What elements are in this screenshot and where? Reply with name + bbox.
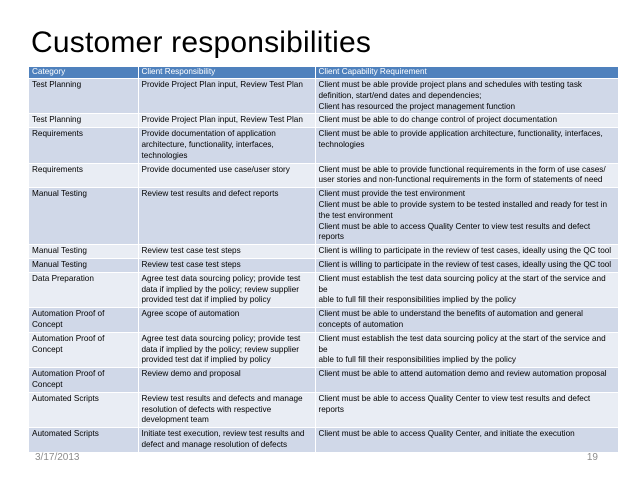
cell-text-line: Test Planning (32, 80, 82, 89)
cell-category (29, 272, 138, 307)
cell-category (29, 128, 138, 163)
cell-text-line: Review test results and defects and manage (141, 393, 303, 403)
table-row (29, 79, 618, 114)
cell-category (29, 428, 138, 453)
cell-text-line: Manual Testing (32, 189, 87, 199)
cell-text-line: Review test case test steps (141, 259, 241, 269)
cell-client-responsibility (138, 128, 315, 163)
cell-text-line: Client is willing to participate in the review of test cases, ideally using the QC tool (318, 259, 612, 269)
cell-text-line: user stories and non-functional requirements in the form of statements of need (318, 175, 603, 185)
header-category: Category (29, 67, 138, 79)
slide-title: Customer responsibilities (31, 26, 372, 59)
cell-category (29, 332, 138, 367)
cell-text-line: provided test dat if implied by policy (141, 295, 271, 305)
slide-date: 3/17/2013 (35, 452, 80, 463)
cell-text-line: Client has resourced the project management function (318, 101, 516, 111)
cell-text-line: able to full fill their responsibilities implied by the policy (318, 355, 517, 365)
table-row (29, 368, 618, 393)
cell-text-line: Client must establish the test data sourcing policy at the start of the service and be (318, 333, 606, 354)
responsibilities-table (29, 67, 619, 453)
header-client-responsibility: Client Responsibility (138, 67, 315, 79)
table-row (29, 308, 618, 333)
cell-text-line: Client is willing to participate in the review of test cases, ideally using the QC tool (318, 246, 612, 256)
cell-text-line: data if implied by the policy; review supplier (141, 284, 299, 294)
cell-text-line: Automation Proof of (32, 369, 105, 379)
cell-client-responsibility (138, 428, 315, 453)
cell-text-line: Data Preparation (32, 273, 94, 283)
cell-client-responsibility (138, 188, 315, 245)
cell-client-capability-requirement (315, 188, 618, 245)
cell-text-line: Review test case test steps (141, 246, 241, 256)
cell-text-line: Client must be able to access Quality Center to view test results and defect reports (318, 393, 591, 414)
cell-text-line: Concept (32, 344, 63, 354)
table-header-row (29, 67, 618, 79)
cell-client-capability-requirement (315, 163, 618, 188)
cell-text-line: Agree scope of automation (141, 309, 240, 319)
cell-text-line: Provide documented use case/user story (141, 164, 290, 174)
cell-client-capability-requirement (315, 245, 618, 259)
cell-text-line: Manual Testing (32, 246, 87, 256)
cell-text-line: concepts of automation (318, 319, 404, 329)
cell-text-line: Test Planning (32, 115, 82, 125)
cell-text-line: Review demo and proposal (141, 369, 241, 379)
cell-text-line: Client must be able to provide system to be tested installed and ready for test in (318, 199, 608, 209)
cell-text-line: Client must establish the test data sourcing policy at the start of the service and be (318, 273, 606, 294)
cell-text-line: technologies (141, 150, 188, 160)
cell-text-line: architecture, functionality, interfaces, (141, 139, 274, 149)
cell-text-line: definition, start/end dates and dependencies; (318, 90, 482, 100)
cell-category (29, 368, 138, 393)
cell-text-line: Requirements (32, 164, 83, 174)
cell-client-responsibility (138, 245, 315, 259)
cell-text-line: Provide Project Plan input, Review Test Plan (141, 80, 303, 89)
cell-text-line: the test environment (318, 210, 393, 220)
cell-text-line: development team (141, 415, 209, 425)
cell-text-line: Requirements (32, 129, 83, 139)
cell-text-line: Agree test data sourcing policy; provide test (141, 333, 301, 343)
cell-category (29, 114, 138, 128)
cell-client-capability-requirement (315, 79, 618, 114)
cell-text-line: Client must be able to access Quality Center, and initiate the execution (318, 429, 575, 439)
header-client-capability-requirement: Client Capability Requirement (315, 67, 618, 79)
cell-text-line: Client must provide the test environment (318, 189, 466, 199)
cell-client-capability-requirement (315, 114, 618, 128)
cell-text-line: technologies (318, 139, 365, 149)
cell-text-line: Client must be able to understand the benefits of automation and general (318, 309, 583, 319)
cell-client-capability-requirement (315, 272, 618, 307)
cell-client-responsibility (138, 368, 315, 393)
table-row (29, 188, 618, 245)
table-row (29, 428, 618, 453)
table-row (29, 258, 618, 272)
cell-text-line: Client must be able provide project plans and schedules with testing task (318, 80, 583, 89)
table-row (29, 128, 618, 163)
cell-client-responsibility (138, 114, 315, 128)
cell-category (29, 245, 138, 259)
cell-text-line: Client must be able to provide functional requirements in the form of use cases/ (318, 164, 606, 174)
cell-text-line: defect and manage resolution of defects (141, 439, 288, 449)
table-row (29, 114, 618, 128)
cell-text-line: Client must be able to provide application architecture, functionality, interfaces, (318, 129, 603, 139)
cell-client-capability-requirement (315, 128, 618, 163)
cell-text-line: Provide Project Plan input, Review Test Plan (141, 115, 303, 125)
cell-text-line: Automation Proof of (32, 309, 105, 319)
cell-category (29, 392, 138, 427)
cell-category (29, 163, 138, 188)
table-row (29, 163, 618, 188)
cell-text-line: Concept (32, 319, 63, 329)
cell-text-line: Client must be able to attend automation demo and review automation proposal (318, 369, 607, 379)
cell-text-line: Client must be able to do change control of project documentation (318, 115, 557, 125)
cell-text-line: Automated Scripts (32, 393, 99, 403)
cell-client-responsibility (138, 272, 315, 307)
cell-client-responsibility (138, 163, 315, 188)
cell-text-line: Automation Proof of (32, 333, 105, 343)
cell-client-capability-requirement (315, 368, 618, 393)
cell-text-line: Client must be able to access Quality Center to view test results and defect reports (318, 221, 591, 242)
table-body (29, 79, 618, 453)
cell-category (29, 258, 138, 272)
cell-client-capability-requirement (315, 308, 618, 333)
cell-text-line: Provide documentation of application (141, 129, 276, 139)
cell-client-responsibility (138, 392, 315, 427)
cell-text-line: data if implied by the policy; review supplier (141, 344, 299, 354)
cell-client-responsibility (138, 308, 315, 333)
table-row (29, 392, 618, 427)
cell-category (29, 79, 138, 114)
cell-client-capability-requirement (315, 258, 618, 272)
cell-text-line: resolution of defects with respective (141, 404, 272, 414)
cell-client-capability-requirement (315, 428, 618, 453)
cell-text-line: provided test dat if implied by policy (141, 355, 271, 365)
cell-client-capability-requirement (315, 392, 618, 427)
table-row (29, 245, 618, 259)
cell-text-line: Concept (32, 379, 63, 389)
table-row (29, 332, 618, 367)
cell-text-line: Initiate test execution, review test results and (141, 429, 305, 439)
slide-page-number: 19 (586, 452, 598, 463)
cell-client-capability-requirement (315, 332, 618, 367)
cell-client-responsibility (138, 258, 315, 272)
cell-text-line: Agree test data sourcing policy; provide test (141, 273, 301, 283)
cell-client-responsibility (138, 79, 315, 114)
cell-text-line: able to full fill their responsibilities implied by the policy (318, 295, 517, 305)
cell-text-line: Manual Testing (32, 259, 87, 269)
cell-text-line: Automated Scripts (32, 429, 99, 439)
cell-text-line: Review test results and defect reports (141, 189, 279, 199)
cell-category (29, 188, 138, 245)
cell-category (29, 308, 138, 333)
table-row (29, 272, 618, 307)
cell-client-responsibility (138, 332, 315, 367)
